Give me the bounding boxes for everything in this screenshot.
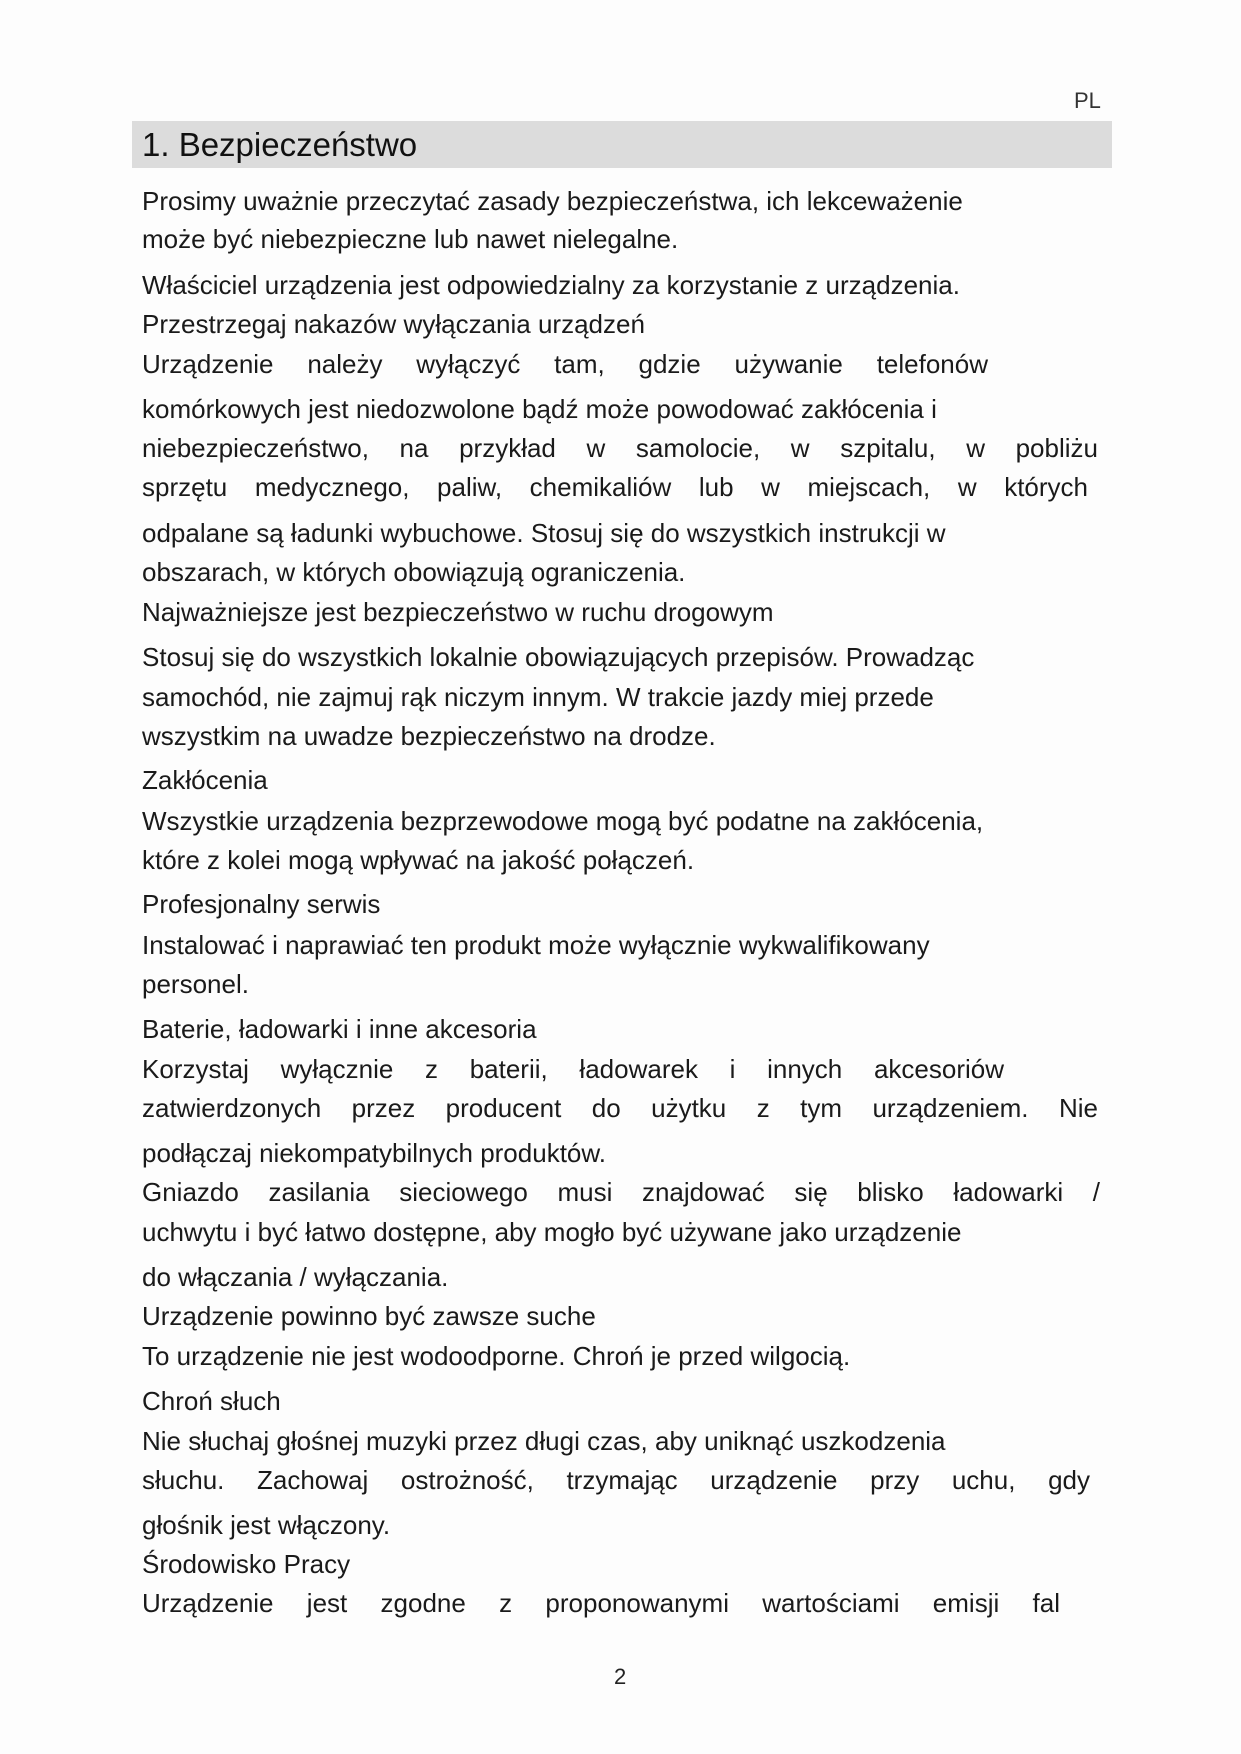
subheading: Zakłócenia: [142, 765, 268, 795]
body-line: do włączania / wyłączania.: [142, 1262, 449, 1292]
page-number: 2: [614, 1664, 627, 1689]
body-line: Gniazdo zasilania sieciowego musi znajdować się blisko ładowarki /: [142, 1177, 1100, 1207]
body-line: Prosimy uważnie przeczytać zasady bezpieczeństwa, ich lekceważenie: [142, 186, 963, 216]
body-line: wszystkim na uwadze bezpieczeństwo na drodze.: [142, 721, 716, 751]
body-line: zatwierdzonych przez producent do użytku z tym urządzeniem. Nie: [142, 1093, 1098, 1123]
body-line: komórkowych jest niedozwolone bądź może powodować zakłócenia i: [142, 394, 937, 424]
body-line: Wszystkie urządzenia bezprzewodowe mogą być podatne na zakłócenia,: [142, 806, 984, 836]
language-label: PL: [1074, 88, 1101, 113]
subheading: Profesjonalny serwis: [142, 889, 381, 919]
body-line: które z kolei mogą wpływać na jakość połączeń.: [142, 845, 695, 875]
body-line: uchwytu i być łatwo dostępne, aby mogło być używane jako urządzenie: [142, 1217, 962, 1247]
body-line: Instalować i naprawiać ten produkt może wyłącznie wykwalifikowany: [142, 930, 930, 960]
body-line: Nie słuchaj głośnej muzyki przez długi czas, aby uniknąć uszkodzenia: [142, 1426, 946, 1456]
body-line: Urządzenie należy wyłączyć tam, gdzie używanie telefonów: [142, 349, 988, 379]
body-line: personel.: [142, 969, 249, 999]
body-line: odpalane są ładunki wybuchowe. Stosuj się do wszystkich instrukcji w: [142, 518, 946, 548]
body-line: sprzętu medycznego, paliw, chemikaliów lub w miejscach, w których: [142, 472, 1088, 502]
body-line: podłączaj niekompatybilnych produktów.: [142, 1138, 606, 1168]
body-line: Urządzenie jest zgodne z proponowanymi wartościami emisji fal: [142, 1588, 1060, 1618]
subheading: Chroń słuch: [142, 1386, 281, 1416]
body-line: głośnik jest włączony.: [142, 1510, 391, 1540]
body-line: może być niebezpieczne lub nawet nielegalne.: [142, 224, 679, 254]
body-line: słuchu. Zachowaj ostrożność, trzymając urządzenie przy uchu, gdy: [142, 1465, 1090, 1495]
subheading: Przestrzegaj nakazów wyłączania urządzeń: [142, 309, 645, 339]
section-title: 1. Bezpieczeństwo: [142, 126, 418, 163]
subheading: Urządzenie powinno być zawsze suche: [142, 1301, 596, 1331]
body-line: Korzystaj wyłącznie z baterii, ładowarek i innych akcesoriów: [142, 1054, 1004, 1084]
subheading: Najważniejsze jest bezpieczeństwo w ruchu drogowym: [142, 597, 774, 627]
body-line: niebezpieczeństwo, na przykład w samolocie, w szpitalu, w pobliżu: [142, 433, 1098, 463]
body-line: obszarach, w których obowiązują ograniczenia.: [142, 557, 686, 587]
subheading: Baterie, ładowarki i inne akcesoria: [142, 1014, 537, 1044]
body-line: Stosuj się do wszystkich lokalnie obowiązujących przepisów. Prowadząc: [142, 642, 975, 672]
body-line: samochód, nie zajmuj rąk niczym innym. W trakcie jazdy miej przede: [142, 682, 934, 712]
subheading: Środowisko Pracy: [142, 1549, 351, 1579]
body-line: To urządzenie nie jest wodoodporne. Chroń je przed wilgocią.: [142, 1341, 851, 1371]
body-line: Właściciel urządzenia jest odpowiedzialny za korzystanie z urządzenia.: [142, 270, 960, 300]
